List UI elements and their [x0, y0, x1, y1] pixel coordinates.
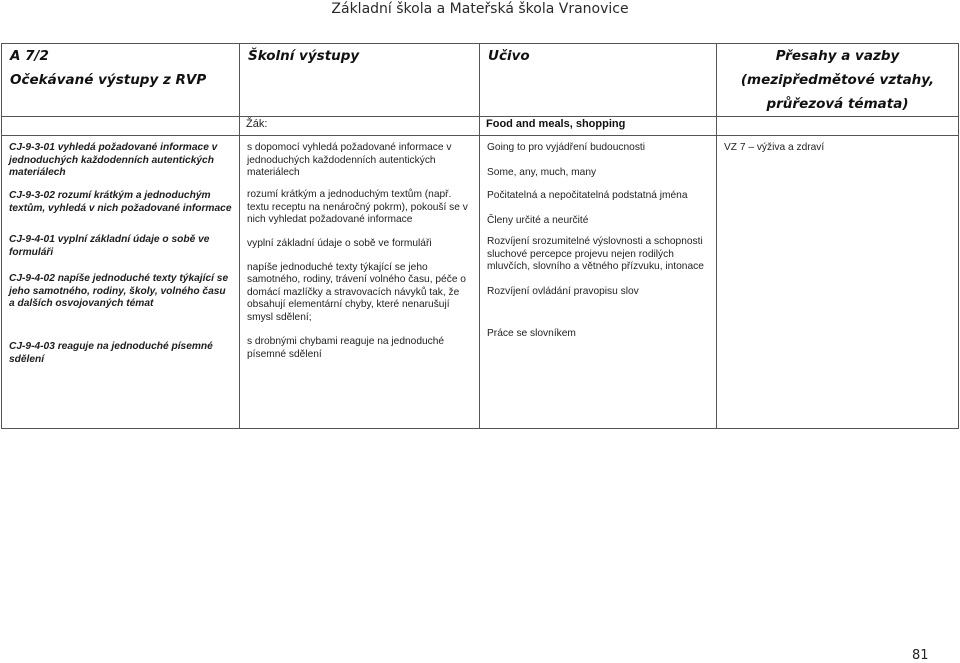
table-header-row	[2, 44, 959, 117]
rvp-output-item: CJ-9-4-02 napíše jednoduché texty týkající se jeho samotného, rodiny, školy, volného času a dalších osvojovaných témat	[9, 273, 229, 309]
pupil-label: Žák:	[246, 118, 268, 130]
school-output-item: napíše jednoduché texty týkající se jeho samotného, rodiny, trávení volného času, péče o domácí mazlíčky a stravovacích návyků tak, že obsahují elementární chyby, které nenarušují smysl sdělení;	[247, 261, 466, 323]
curriculum-item: Some, any, much, many	[487, 166, 597, 178]
header-cell-cross-curricular	[717, 44, 959, 117]
cross-curricular-heading: Přesahy a vazby (mezipředmětové vztahy, průřezová témata)	[740, 48, 935, 112]
subheader-cell-empty-1	[2, 117, 240, 136]
curriculum-item: Going to pro vyjádření budoucnosti	[487, 142, 646, 153]
table-subheader-row	[2, 117, 959, 136]
school-outputs-cell	[240, 136, 480, 429]
curriculum-cell	[480, 136, 717, 429]
curriculum-item: Počitatelná a nepočitatelná podstatná jména	[487, 190, 688, 201]
curriculum-item: Rozvíjení ovládání pravopisu slov	[487, 285, 639, 297]
curriculum-item: Rozvíjení srozumitelné výslovnosti a schopnosti sluchové percepce projevu nejen rodilých mluvčích, slovního a větného přízvuku, intonace	[487, 236, 704, 272]
school-name-header: Základní škola a Mateřská škola Vranovice	[331, 1, 629, 17]
rvp-output-item: CJ-9-3-02 rozumí krátkým a jednoduchým textům, vyhledá v nich požadované informace	[9, 190, 232, 214]
school-output-item: rozumí krátkým a jednoduchým textům (např. textu receptu na nenáročný pokrm), pokouší se v nich vyhledat požadované informace	[247, 189, 468, 225]
school-output-item: s drobnými chybami reaguje na jednoduché písemné sdělení	[247, 336, 445, 360]
header-cell-curriculum	[480, 44, 717, 117]
subheader-cell-pupil	[240, 117, 480, 136]
topic-label: Food and meals, shopping	[486, 118, 626, 130]
header-cell-school-outputs	[240, 44, 480, 117]
grade-heading: A 7/2	[10, 48, 49, 64]
subheader-cell-empty-4	[717, 117, 959, 136]
curriculum-heading: Učivo	[488, 48, 530, 64]
rvp-output-item: CJ-9-4-01 vyplní základní údaje o sobě ve formuláři	[9, 234, 210, 258]
curriculum-table	[1, 43, 959, 429]
table-body-row	[2, 136, 959, 429]
school-output-item: s dopomocí vyhledá požadované informace v jednoduchých každodenních autentických materiálech	[247, 142, 452, 178]
header-cell-rvp	[2, 44, 240, 117]
expected-outputs-heading: Očekávané výstupy z RVP	[10, 72, 207, 88]
rvp-outputs-cell	[2, 136, 240, 429]
school-output-item: vyplní základní údaje o sobě ve formuláři	[247, 238, 432, 249]
rvp-output-item: CJ-9-3-01 vyhledá požadované informace v jednoduchých každodenních autentických materiálech	[9, 142, 218, 178]
curriculum-item: Práce se slovníkem	[487, 328, 576, 339]
school-outputs-heading: Školní výstupy	[248, 48, 360, 64]
cross-curricular-item: VZ 7 – výživa a zdraví	[724, 142, 825, 153]
page-number: 81	[912, 648, 929, 663]
cross-curricular-cell	[717, 136, 959, 429]
subheader-cell-topic	[480, 117, 717, 136]
curriculum-item: Členy určité a neurčité	[487, 214, 589, 226]
rvp-output-item: CJ-9-4-03 reaguje na jednoduché písemné sdělení	[9, 341, 213, 365]
